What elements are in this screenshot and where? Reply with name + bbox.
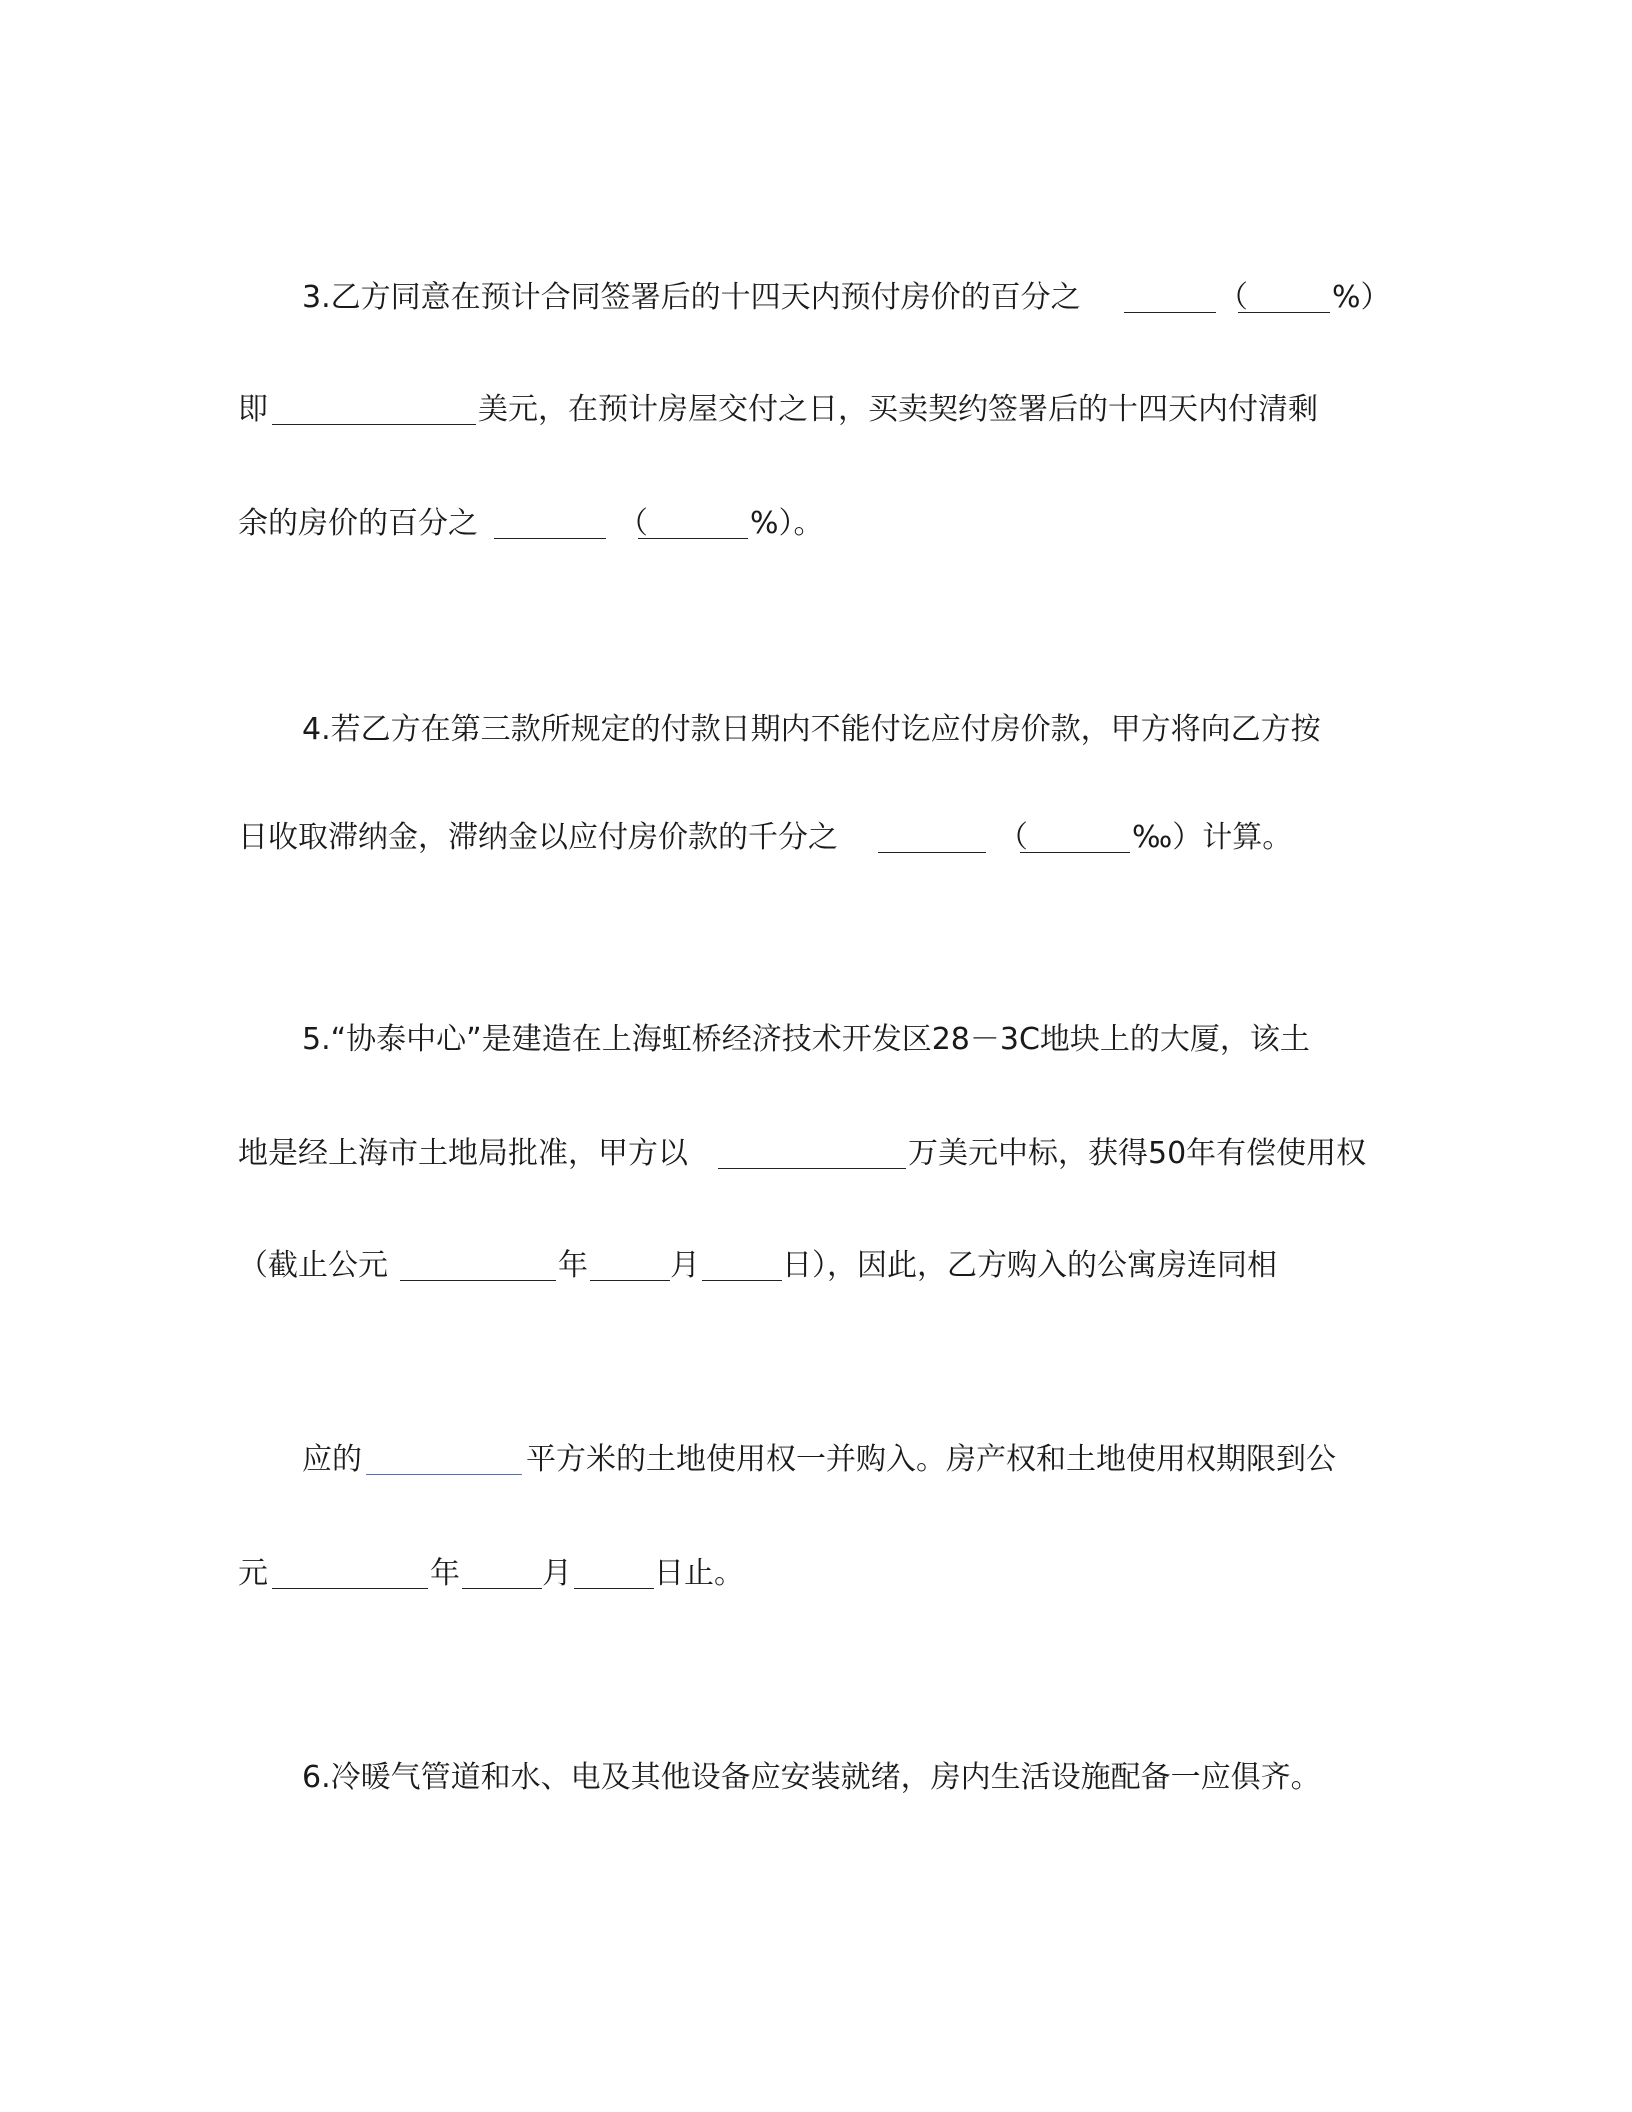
clause-3-text: 3.乙方同意在预计合同签署后的十四天内预付房价的百分之 xyxy=(302,280,1081,315)
percent-words-blank[interactable] xyxy=(1124,312,1216,313)
clause-5-text: 应的 xyxy=(302,1442,362,1477)
amount-usd-blank[interactable] xyxy=(272,424,476,425)
percent-close: %）。 xyxy=(750,506,824,541)
expiry-year-blank[interactable] xyxy=(400,1280,556,1281)
land-area-blank[interactable] xyxy=(366,1474,522,1475)
term-end-month-blank[interactable] xyxy=(462,1588,542,1589)
expiry-month-blank[interactable] xyxy=(590,1280,670,1281)
clause-3-line-2 xyxy=(0,380,1632,440)
year-label: 年 xyxy=(558,1248,588,1283)
clause-6-text: 6.冷暖气管道和水、电及其他设备应安装就绪，房内生活设施配备一应俱齐。 xyxy=(302,1760,1321,1795)
clause-3-text: 余的房价的百分之 xyxy=(238,506,478,541)
term-end-day-blank[interactable] xyxy=(574,1588,654,1589)
remaining-percent-words-blank[interactable] xyxy=(494,538,606,539)
clause-5-text: 日止。 xyxy=(654,1556,744,1591)
clause-5-text: 元 xyxy=(238,1556,268,1591)
penalty-rate-number-blank[interactable] xyxy=(1020,852,1130,853)
permille-close: ‰）计算。 xyxy=(1132,820,1293,855)
clause-4-line-1 xyxy=(0,700,1632,760)
percent-close: %） xyxy=(1332,280,1391,315)
open-paren: （ xyxy=(1218,280,1248,315)
open-paren: （ xyxy=(618,506,648,541)
month-label: 月 xyxy=(670,1248,700,1283)
clause-5-text: 日），因此，乙方购入的公寓房连同相 xyxy=(782,1248,1277,1283)
penalty-rate-words-blank[interactable] xyxy=(878,852,986,853)
clause-5-line-5 xyxy=(0,1544,1632,1604)
clause-5-line-2 xyxy=(0,1124,1632,1184)
clause-6-line-1 xyxy=(0,1748,1632,1808)
clause-5-text: （截止公元 xyxy=(238,1248,388,1283)
clause-4-text: 日收取滞纳金，滞纳金以应付房价款的千分之 xyxy=(238,820,838,855)
clause-3-line-3 xyxy=(0,494,1632,554)
clause-3-text: 即 xyxy=(238,392,268,427)
clause-5-text: 地是经上海市土地局批准，甲方以 xyxy=(238,1136,688,1171)
bid-amount-blank[interactable] xyxy=(718,1168,906,1169)
clause-5-text: 万美元中标，获得50年有偿使用权 xyxy=(908,1136,1367,1171)
month-label: 月 xyxy=(542,1556,572,1591)
clause-3-line-1 xyxy=(0,268,1632,328)
clause-4-line-2 xyxy=(0,808,1632,868)
open-paren: （ xyxy=(998,820,1028,855)
clause-5-line-1 xyxy=(0,1010,1632,1070)
clause-4-text: 4.若乙方在第三款所规定的付款日期内不能付讫应付房价款，甲方将向乙方按 xyxy=(302,712,1321,747)
clause-5-text: 5.“协泰中心”是建造在上海虹桥经济技术开发区28－3C地块上的大厦，该土 xyxy=(302,1022,1310,1057)
year-label: 年 xyxy=(430,1556,460,1591)
clause-3-text: 美元，在预计房屋交付之日，买卖契约签署后的十四天内付清剩 xyxy=(478,392,1318,427)
term-end-year-blank[interactable] xyxy=(272,1588,428,1589)
percent-number-blank[interactable] xyxy=(1238,312,1330,313)
expiry-day-blank[interactable] xyxy=(702,1280,782,1281)
remaining-percent-number-blank[interactable] xyxy=(638,538,748,539)
clause-5-line-4 xyxy=(0,1430,1632,1490)
clause-5-line-3 xyxy=(0,1236,1632,1296)
clause-5-text: 平方米的土地使用权一并购入。房产权和土地使用权期限到公 xyxy=(526,1442,1336,1477)
